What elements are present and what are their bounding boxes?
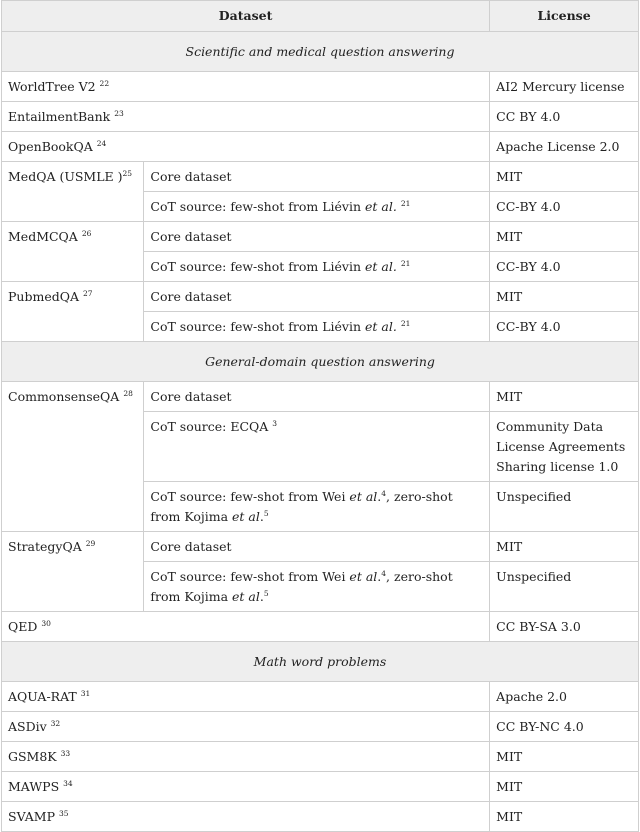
license-cell: MIT bbox=[490, 382, 639, 412]
citation: 5 bbox=[263, 508, 269, 518]
section-row bbox=[2, 642, 639, 682]
table-row bbox=[2, 222, 639, 252]
table-row bbox=[2, 532, 639, 562]
table-row bbox=[2, 162, 639, 192]
citation: 27 bbox=[82, 288, 93, 298]
table-row bbox=[2, 742, 639, 772]
dataset-name: SVAMP $^{35}$ bbox=[2, 802, 490, 832]
citation: 33 bbox=[60, 748, 71, 758]
table-row bbox=[2, 102, 639, 132]
citation: 24 bbox=[96, 138, 107, 148]
dataset-name: OpenBookQA $^{24}$ bbox=[2, 132, 490, 162]
citation: 21 bbox=[400, 198, 411, 208]
source-cell: CoT source: few-shot from Wei et al.$^4$, zero-shot from Kojima et al.$^5$ bbox=[144, 482, 490, 532]
license-cell: MIT bbox=[490, 162, 639, 192]
citation: 5 bbox=[263, 588, 269, 598]
section-title: General-domain question answering bbox=[2, 342, 639, 382]
license-cell: MIT bbox=[490, 532, 639, 562]
dataset-name: MedQA (USMLE )$^{25}$ bbox=[2, 162, 144, 222]
dataset-name: ASDiv $^{32}$ bbox=[2, 712, 490, 742]
dataset-name: WorldTree V2 $^{22}$ bbox=[2, 72, 490, 102]
table-row bbox=[2, 132, 639, 162]
license-cell: MIT bbox=[490, 222, 639, 252]
license-cell: CC BY 4.0 bbox=[490, 102, 639, 132]
source-cell: Core dataset bbox=[144, 282, 490, 312]
section-row bbox=[2, 32, 639, 72]
table-row bbox=[2, 612, 639, 642]
section-title: Math word problems bbox=[2, 642, 639, 682]
citation: 28 bbox=[123, 388, 133, 398]
dataset-name: EntailmentBank $^{23}$ bbox=[2, 102, 490, 132]
dataset-name: PubmedQA $^{27}$ bbox=[2, 282, 144, 342]
table-row bbox=[2, 72, 639, 102]
license-cell: CC-BY 4.0 bbox=[490, 192, 639, 222]
source-cell: CoT source: few-shot from Liévin et al. $^{21}$ bbox=[144, 312, 490, 342]
citation: 31 bbox=[80, 688, 91, 698]
source-cell: Core dataset bbox=[144, 162, 490, 192]
license-header: License bbox=[490, 1, 639, 32]
table-row bbox=[2, 382, 639, 412]
license-cell: Unspecified bbox=[490, 562, 639, 612]
citation: 23 bbox=[114, 108, 124, 118]
citation: 35 bbox=[58, 808, 69, 818]
source-cell: Core dataset bbox=[144, 382, 490, 412]
dataset-name: MedMCQA $^{26}$ bbox=[2, 222, 144, 282]
license-cell: Unspecified bbox=[490, 482, 639, 532]
section-row bbox=[2, 342, 639, 382]
license-cell: Apache 2.0 bbox=[490, 682, 639, 712]
license-table bbox=[1, 0, 639, 832]
table-row bbox=[2, 282, 639, 312]
source-cell: Core dataset bbox=[144, 222, 490, 252]
citation: 32 bbox=[50, 718, 61, 728]
citation: 26 bbox=[81, 228, 92, 238]
source-cell: CoT source: few-shot from Liévin et al. $^{21}$ bbox=[144, 252, 490, 282]
dataset-name: GSM8K $^{33}$ bbox=[2, 742, 490, 772]
source-cell: Core dataset bbox=[144, 532, 490, 562]
citation: 21 bbox=[400, 258, 411, 268]
dataset-header: Dataset bbox=[2, 1, 490, 32]
citation: 4 bbox=[381, 568, 387, 578]
table-row bbox=[2, 712, 639, 742]
license-cell: MIT bbox=[490, 282, 639, 312]
dataset-name: StrategyQA $^{29}$ bbox=[2, 532, 144, 612]
citation: 25 bbox=[122, 168, 133, 178]
license-cell: Apache License 2.0 bbox=[490, 132, 639, 162]
license-cell: CC BY-SA 3.0 bbox=[490, 612, 639, 642]
license-cell: CC-BY 4.0 bbox=[490, 252, 639, 282]
dataset-name: AQUA-RAT $^{31}$ bbox=[2, 682, 490, 712]
table-row bbox=[2, 682, 639, 712]
source-cell: CoT source: few-shot from Wei et al.$^4$, zero-shot from Kojima et al.$^5$ bbox=[144, 562, 490, 612]
citation: 29 bbox=[85, 538, 96, 548]
source-cell: CoT source: few-shot from Liévin et al. $^{21}$ bbox=[144, 192, 490, 222]
citation: 22 bbox=[99, 78, 110, 88]
citation: 34 bbox=[63, 778, 73, 788]
license-cell: MIT bbox=[490, 772, 639, 802]
dataset-name: MAWPS $^{34}$ bbox=[2, 772, 490, 802]
citation: 21 bbox=[400, 318, 411, 328]
source-cell: CoT source: ECQA $^3$ bbox=[144, 412, 490, 482]
citation: 30 bbox=[41, 618, 51, 628]
license-cell: Community Data License Agreements Sharing license 1.0 bbox=[490, 412, 639, 482]
header-row bbox=[2, 1, 639, 32]
license-cell: CC-BY 4.0 bbox=[490, 312, 639, 342]
citation: 3 bbox=[272, 418, 278, 428]
section-title: Scientific and medical question answering bbox=[2, 32, 639, 72]
license-cell: MIT bbox=[490, 802, 639, 832]
license-cell: CC BY-NC 4.0 bbox=[490, 712, 639, 742]
license-cell: AI2 Mercury license bbox=[490, 72, 639, 102]
citation: 4 bbox=[381, 488, 387, 498]
dataset-name: QED $^{30}$ bbox=[2, 612, 490, 642]
dataset-name: CommonsenseQA $^{28}$ bbox=[2, 382, 144, 532]
license-cell: MIT bbox=[490, 742, 639, 772]
table-row bbox=[2, 772, 639, 802]
